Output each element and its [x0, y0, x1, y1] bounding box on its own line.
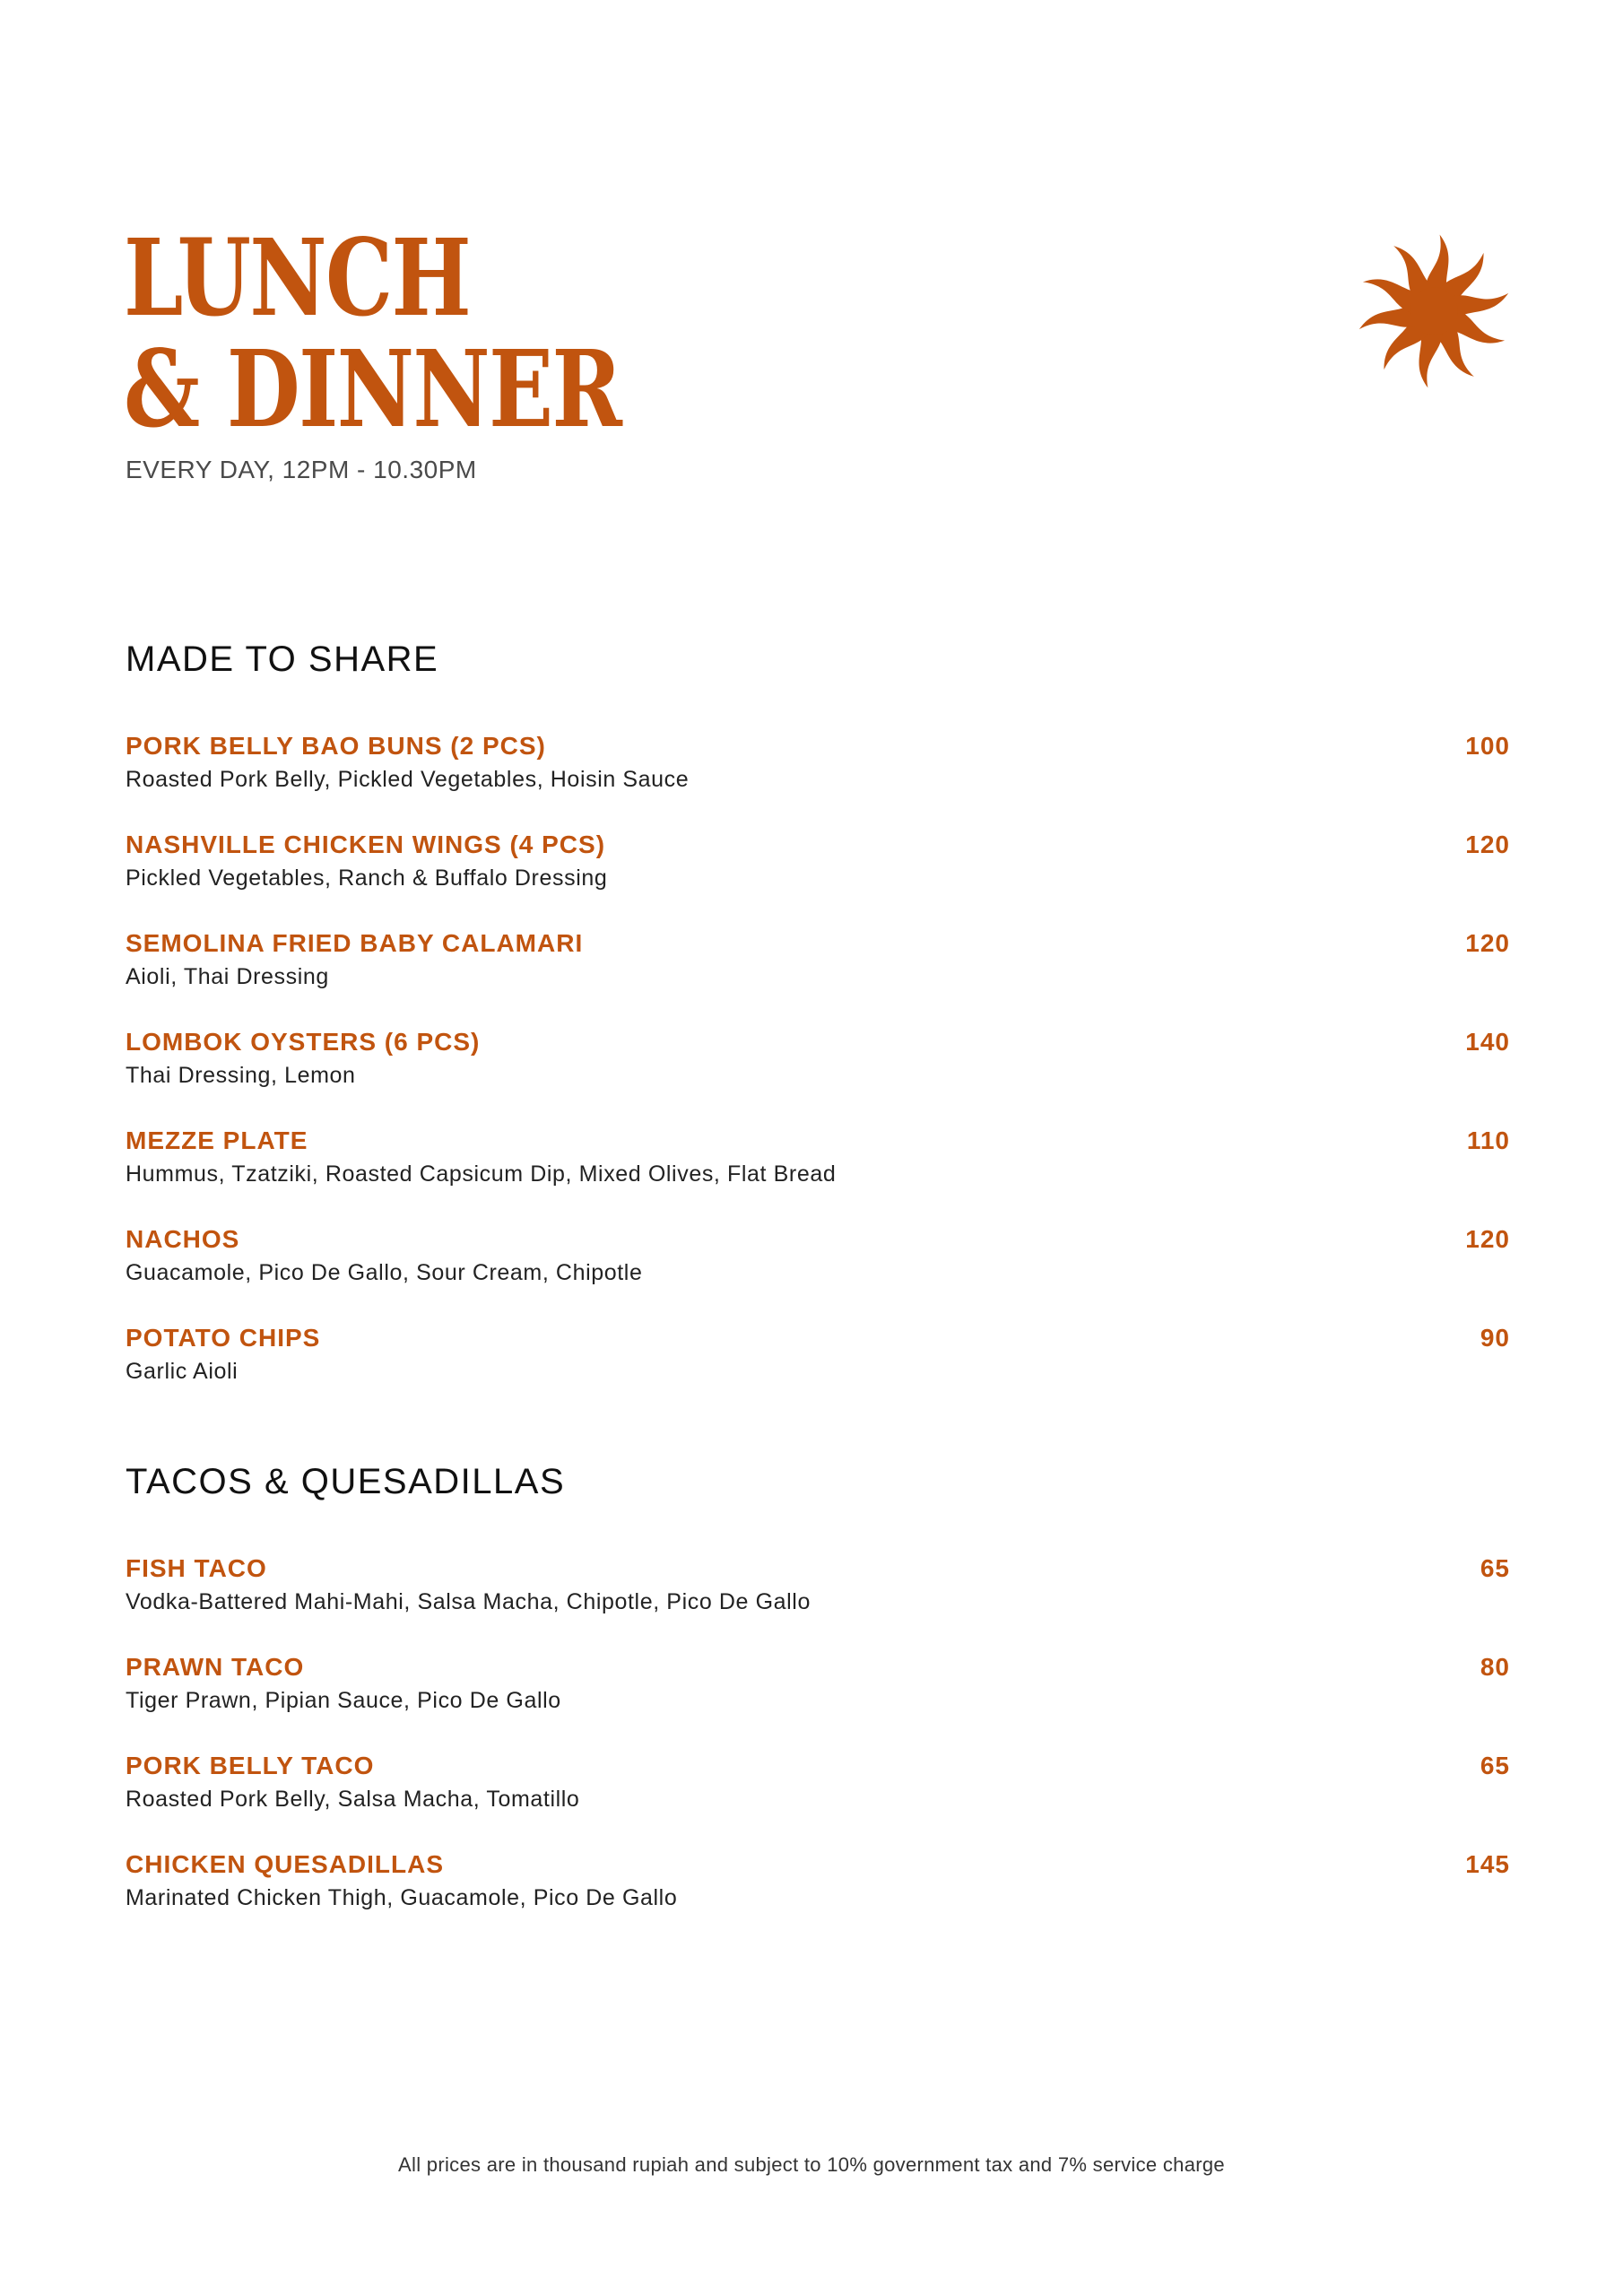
item-price: 120: [1465, 831, 1510, 858]
section-title: MADE TO SHARE: [126, 639, 439, 679]
menu-item: [126, 830, 1510, 928]
section-tacos-quesadillas: [126, 1455, 1510, 1948]
item-name: NASHVILLE CHICKEN WINGS (4 PCS): [126, 831, 606, 858]
title-line-2: & DINNER: [124, 326, 621, 451]
item-description: Roasted Pork Belly, Salsa Macha, Tomatillo: [126, 1787, 580, 1812]
section-made-to-share: [126, 632, 1510, 1422]
item-description: Guacamole, Pico De Gallo, Sour Cream, Chipotle: [126, 1260, 643, 1285]
menu-item: [126, 1751, 1510, 1849]
item-price: 65: [1480, 1752, 1510, 1779]
item-price: 110: [1466, 1126, 1510, 1154]
menu-item: [126, 928, 1510, 1027]
item-price: 90: [1480, 1324, 1510, 1352]
item-name: CHICKEN QUESADILLAS: [126, 1850, 445, 1878]
menu-item: [126, 1849, 1510, 1948]
item-name: SEMOLINA FRIED BABY CALAMARI: [126, 929, 584, 957]
section-title: TACOS & QUESADILLAS: [126, 1462, 566, 1501]
item-description: Hummus, Tzatziki, Roasted Capsicum Dip, Mixed Olives, Flat Bread: [126, 1161, 837, 1187]
page-title: [124, 215, 621, 451]
item-name: PRAWN TACO: [126, 1653, 305, 1681]
item-description: Aioli, Thai Dressing: [126, 964, 329, 989]
menu-item: [126, 731, 1510, 830]
menu-item: [126, 1224, 1510, 1323]
title-line-1: LUNCH: [124, 215, 471, 340]
item-price: 65: [1480, 1554, 1510, 1582]
item-price: 140: [1465, 1028, 1510, 1056]
item-description: Thai Dressing, Lemon: [126, 1063, 356, 1088]
item-description: Pickled Vegetables, Ranch & Buffalo Dressing: [126, 865, 608, 891]
menu-item: [126, 1027, 1510, 1126]
sun-icon: [1354, 231, 1514, 391]
item-price: 100: [1465, 732, 1510, 760]
item-price: 145: [1465, 1850, 1510, 1878]
item-description: Garlic Aioli: [126, 1359, 239, 1384]
menu-item: [126, 1652, 1510, 1751]
item-name: PORK BELLY BAO BUNS (2 PCS): [126, 732, 546, 760]
item-description: Vodka-Battered Mahi-Mahi, Salsa Macha, Chipotle, Pico De Gallo: [126, 1589, 811, 1614]
item-name: POTATO CHIPS: [126, 1324, 321, 1352]
item-price: 120: [1465, 929, 1510, 957]
item-description: Tiger Prawn, Pipian Sauce, Pico De Gallo: [126, 1688, 561, 1713]
item-name: FISH TACO: [126, 1554, 267, 1582]
item-description: Roasted Pork Belly, Pickled Vegetables, Hoisin Sauce: [126, 767, 690, 792]
item-price: 80: [1480, 1653, 1510, 1681]
item-name: PORK BELLY TACO: [126, 1752, 375, 1779]
menu-item: [126, 1323, 1510, 1422]
item-name: MEZZE PLATE: [126, 1126, 308, 1154]
item-name: NACHOS: [126, 1225, 240, 1253]
menu-item: [126, 1553, 1510, 1652]
opening-hours: EVERY DAY, 12PM - 10.30PM: [126, 456, 477, 483]
item-name: LOMBOK OYSTERS (6 PCS): [126, 1028, 481, 1056]
price-note: All prices are in thousand rupiah and subject to 10% government tax and 7% service charge: [398, 2153, 1225, 2176]
item-price: 120: [1465, 1225, 1510, 1253]
menu-item: [126, 1126, 1510, 1224]
item-description: Marinated Chicken Thigh, Guacamole, Pico De Gallo: [126, 1885, 678, 1910]
